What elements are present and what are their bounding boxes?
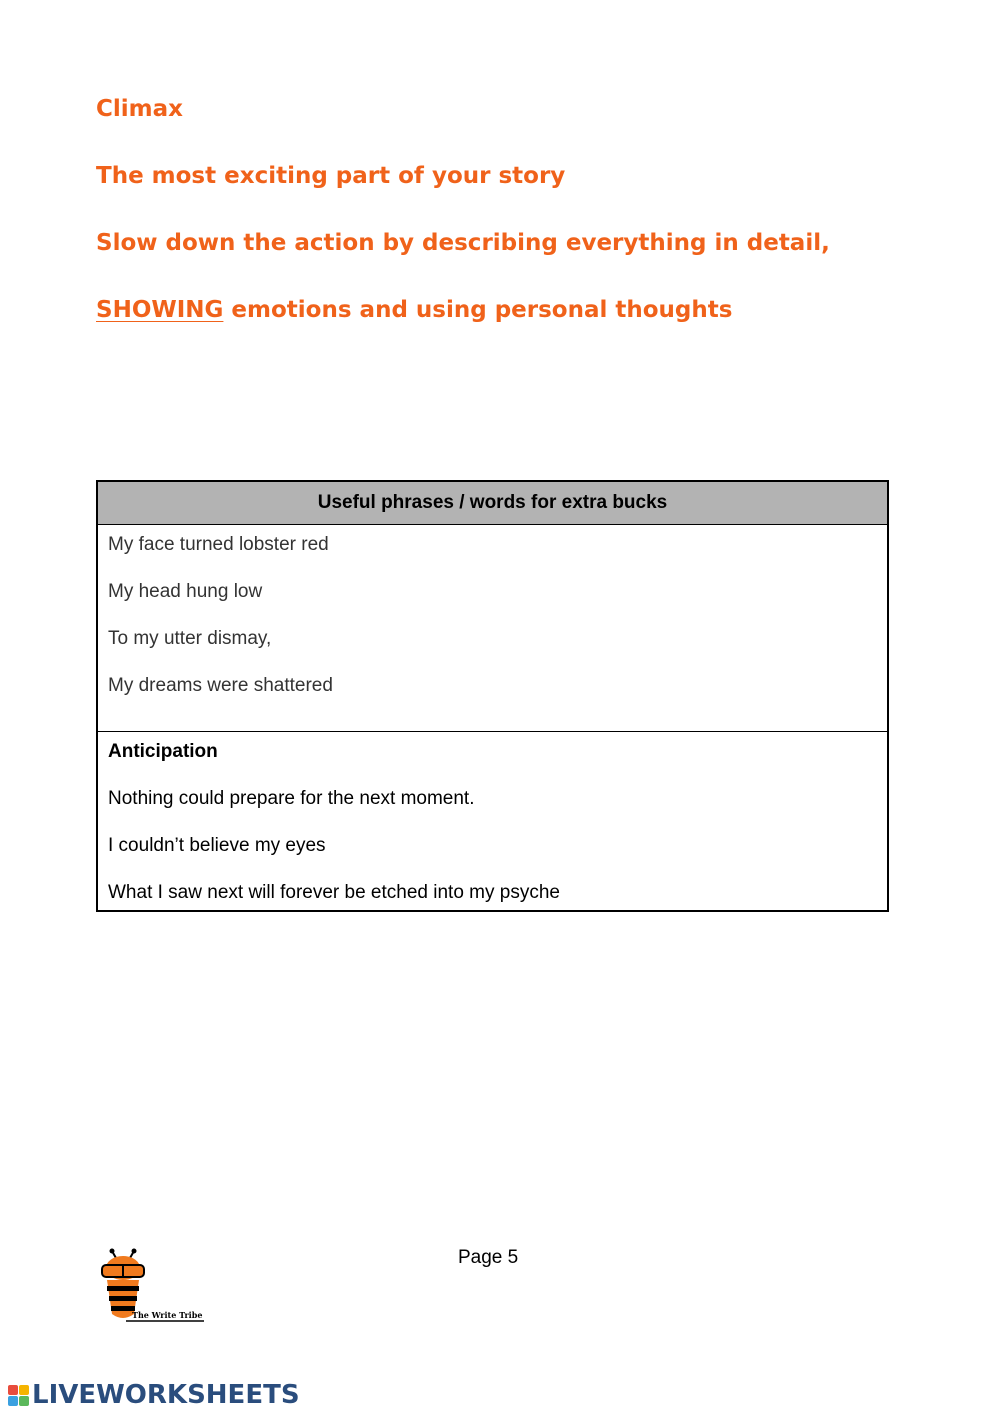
page-number: Page 5 [458,1247,519,1268]
phrases-section [98,525,887,732]
showing-emphasis: SHOWING [96,297,224,323]
phrase-item: I couldn’t believe my eyes [108,835,326,856]
phrase-item: To my utter dismay, [108,628,272,649]
instruction-line-2 [96,297,732,323]
phrase-item: Nothing could prepare for the next moment. [108,788,475,809]
instruction-line-2-rest: emotions and using personal thoughts [223,297,733,323]
phrase-item: My dreams were shattered [108,675,333,696]
write-tribe-logo [96,1248,208,1328]
phrase-item: My head hung low [108,581,263,602]
table-header: Useful phrases / words for extra bucks [98,482,887,525]
phrase-item: What I saw next will forever be etched into my psyche [108,882,560,903]
subtitle: The most exciting part of your story [96,163,566,189]
brand-text: LIVEWORKSHEETS [32,1380,300,1410]
anticipation-title: Anticipation [108,741,218,762]
page-title: Climax [96,96,183,122]
brand-blocks-icon [8,1385,29,1406]
useful-phrases-table [96,480,889,912]
phrase-item: My face turned lobster red [108,534,329,555]
logo-text: The Write Tribe [132,1310,203,1320]
anticipation-section [98,732,887,910]
instruction-line-1: Slow down the action by describing everything in detail, [96,230,830,256]
liveworksheets-brand [8,1380,300,1410]
